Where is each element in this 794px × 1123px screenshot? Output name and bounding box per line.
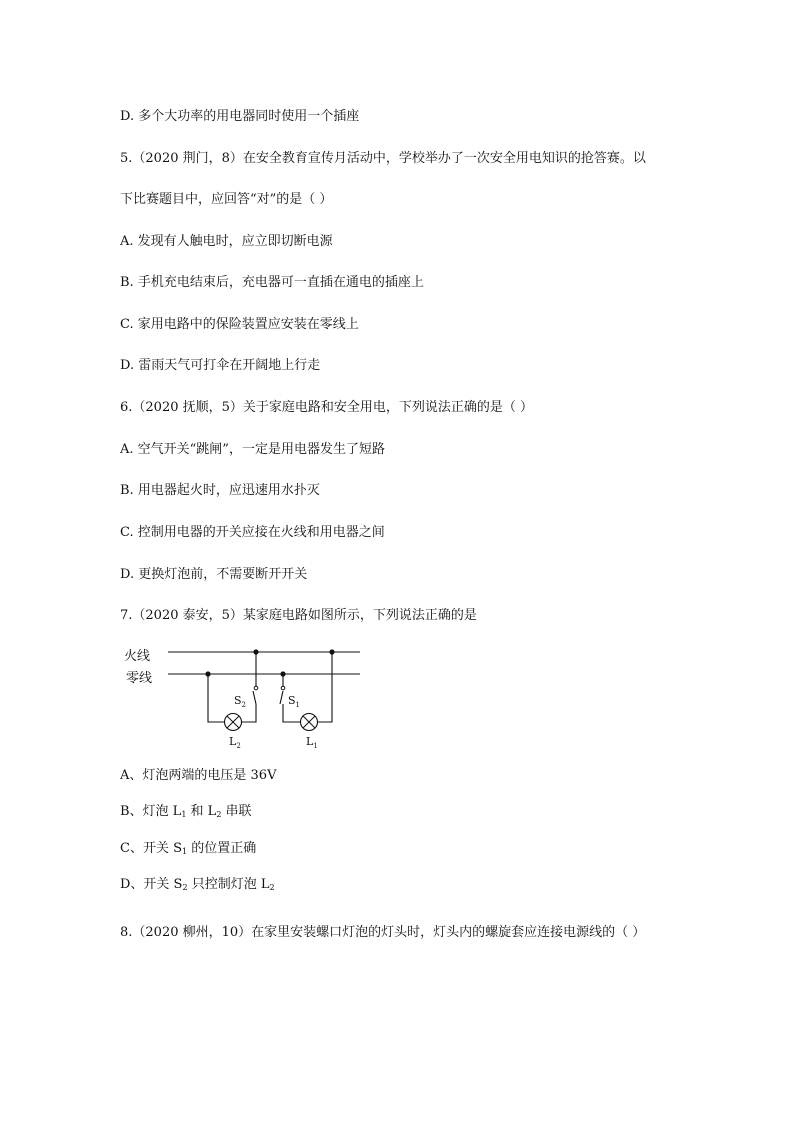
- q8-stem: 8.（2020 柳州，10）在家里安装螺口灯泡的灯头时，灯头内的螺旋套应连接电源线的（ ）: [120, 925, 646, 940]
- q5-option-c: C. 家用电路中的保险装置应安装在零线上: [120, 317, 359, 332]
- left-branch-wire: [208, 674, 224, 722]
- switch-s2-icon: [253, 691, 256, 704]
- lamp-l1-label: $L_1$: [306, 735, 318, 750]
- live-wire-label: 火线: [124, 649, 151, 664]
- q6-option-d: D. 更换灯泡前，不需要断开开关: [120, 567, 308, 582]
- q5-option-d: D. 雷雨天气可打伞在开阔地上行走: [120, 358, 321, 373]
- right-branch-wire: [318, 652, 332, 722]
- q6-stem: 6.（2020 抚顺，5）关于家庭电路和安全用电，下列说法正确的是（ ）: [120, 400, 534, 415]
- q7-option-c: C、开关 $S_1$ 的位置正确: [120, 841, 257, 856]
- q7-option-d: D、开关 $S_2$ 只控制灯泡 $L_2$: [120, 877, 275, 892]
- switch-s1-icon: [280, 691, 283, 704]
- q5-option-a: A. 发现有人触电时，应立即切断电源: [120, 234, 333, 249]
- q7-option-b: B、灯泡 $L_1$ 和 $L_2$ 串联: [120, 804, 252, 819]
- q6-option-c: C. 控制用电器的开关应接在火线和用电器之间: [120, 525, 385, 540]
- q6-option-a: A. 空气开关“跳闸”，一定是用电器发生了短路: [120, 442, 385, 457]
- q5-option-b: B. 手机充电结束后，充电器可一直插在通电的插座上: [120, 275, 424, 290]
- circuit-diagram: [118, 640, 368, 752]
- q7-option-a: A、灯泡两端的电压是 36V: [120, 768, 277, 783]
- q5-stem-line2: 下比赛题目中，应回答“对”的是（ ）: [120, 192, 333, 207]
- q7-stem: 7.（2020 泰安，5）某家庭电路如图所示，下列说法正确的是: [120, 608, 477, 623]
- q5-stem-line1: 5.（2020 荆门，8）在安全教育宣传月活动中，学校举办了一次安全用电知识的抢答赛。以: [120, 151, 646, 166]
- q6-option-b: B. 用电器起火时，应迅速用水扑灭: [120, 483, 320, 498]
- switch-s1-label: $S_1$: [288, 694, 301, 709]
- lamp-l2-label: $L_2$: [229, 735, 241, 750]
- switch-s2-label: $S_2$: [234, 694, 247, 709]
- q4-option-d: D. 多个大功率的用电器同时使用一个插座: [120, 109, 360, 124]
- neutral-wire-label: 零线: [126, 671, 153, 686]
